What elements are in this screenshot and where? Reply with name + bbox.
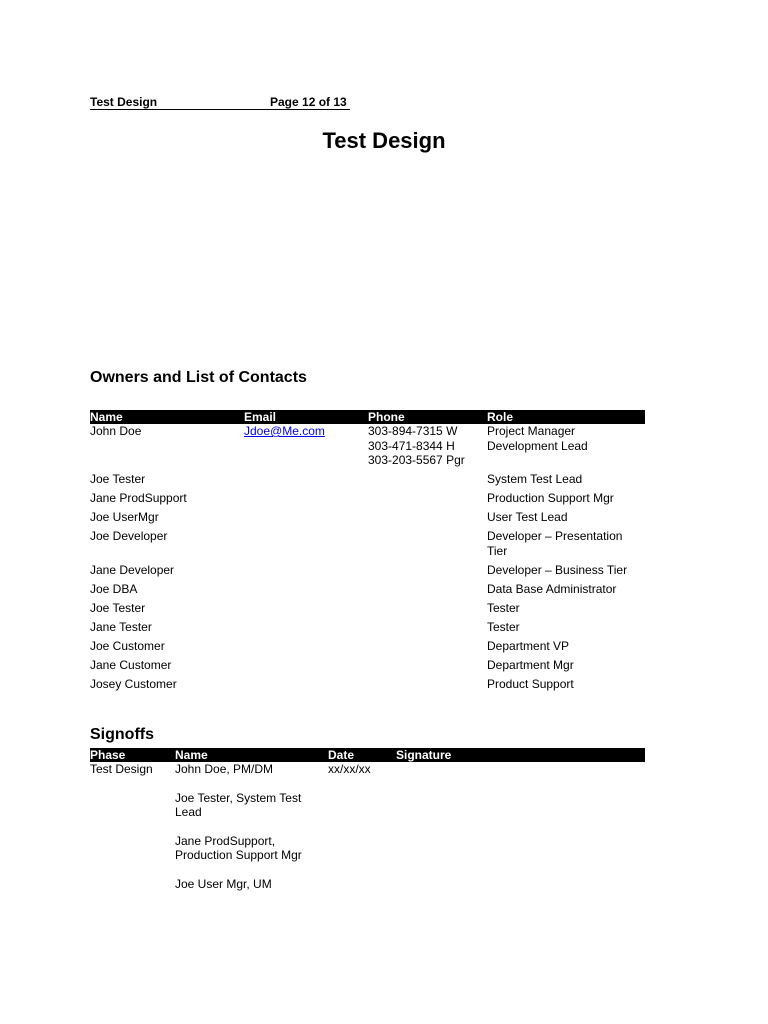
contact-row <box>90 424 645 472</box>
page-title: Test Design <box>322 128 446 153</box>
contact-phone <box>368 639 487 658</box>
contact-phone <box>368 677 487 696</box>
contact-email-cell <box>244 529 368 563</box>
contact-phone <box>368 529 487 563</box>
contact-row <box>90 639 645 658</box>
contact-phone <box>368 491 487 510</box>
signoff-phase <box>90 877 175 892</box>
contact-role <box>487 529 645 563</box>
contact-email-cell <box>244 563 368 582</box>
contact-name: Jane Tester <box>90 619 152 634</box>
contacts-table <box>90 410 645 696</box>
signoffs-body <box>90 762 645 891</box>
contact-role-line: Production Support Mgr <box>487 491 614 505</box>
contact-email-cell <box>244 658 368 677</box>
contact-phone <box>368 424 487 472</box>
contact-role-line: Developer – Presentation Tier <box>487 529 623 558</box>
column-header-name: Name <box>90 410 244 424</box>
contact-phone <box>368 620 487 639</box>
header-underline <box>90 109 350 110</box>
signoff-phase <box>90 791 175 834</box>
contact-name: Joe Developer <box>90 529 168 543</box>
contact-role-line: Department VP <box>487 638 570 653</box>
contact-role-line: Data Base Administrator <box>487 581 617 596</box>
signoffs-heading: Signoffs <box>90 726 154 743</box>
column-header-role: Role <box>487 410 645 424</box>
contact-phone-line: 303-894-7315 W <box>368 424 458 438</box>
signoff-signature <box>396 762 645 791</box>
signoffs-table <box>90 748 645 891</box>
contact-role-line: Development Lead <box>487 438 588 453</box>
contact-phone-line: 303-203-5567 Pgr <box>368 453 465 467</box>
contact-role-line: Developer – Business Tier <box>487 562 628 577</box>
contact-role <box>487 601 645 620</box>
signoff-date <box>328 877 396 892</box>
contact-email-cell <box>244 491 368 510</box>
contact-name: Josey Customer <box>90 676 177 691</box>
contact-role-line: User Test Lead <box>487 510 568 524</box>
contact-email-cell <box>244 582 368 601</box>
contact-role-line: Product Support <box>487 676 574 691</box>
signoff-name: John Doe, PM/DM <box>175 762 274 776</box>
contact-role-line: System Test Lead <box>487 472 583 486</box>
signoff-signature <box>396 834 645 877</box>
contact-email-cell <box>244 472 368 491</box>
header-doc-title: Test Design <box>90 95 158 109</box>
signoff-phase <box>90 834 175 877</box>
contact-role <box>487 563 645 582</box>
contact-role <box>487 491 645 510</box>
contact-email-cell <box>244 620 368 639</box>
column-header-phone: Phone <box>368 410 487 424</box>
contact-name: Joe Tester <box>90 472 146 486</box>
contact-row <box>90 582 645 601</box>
contact-name: Joe Tester <box>90 600 146 615</box>
contact-row <box>90 658 645 677</box>
header-page-number: Page 12 of 13 <box>270 95 347 109</box>
signoff-row <box>90 834 645 877</box>
contact-name: Joe Customer <box>90 638 165 653</box>
contact-role <box>487 658 645 677</box>
contact-row <box>90 620 645 639</box>
signoff-row <box>90 877 645 892</box>
contact-email-cell <box>244 424 368 472</box>
contact-row <box>90 601 645 620</box>
signoff-name: Joe Tester, System Test Lead <box>175 790 302 819</box>
contact-row <box>90 563 645 582</box>
contact-email-cell <box>244 510 368 529</box>
contact-role <box>487 472 645 491</box>
contact-role-line: Department Mgr <box>487 657 574 672</box>
signoff-name: Joe User Mgr, UM <box>175 876 272 891</box>
column-header-phase: Phase <box>90 748 175 762</box>
column-header-signature: Signature <box>396 748 645 762</box>
contacts-body <box>90 424 645 696</box>
contact-name: Joe DBA <box>90 581 138 596</box>
contact-name: Joe UserMgr <box>90 510 159 524</box>
contacts-heading: Owners and List of Contacts <box>90 369 307 386</box>
contact-email-cell <box>244 677 368 696</box>
contact-row <box>90 491 645 510</box>
signoff-name: Jane ProdSupport, Production Support Mgr <box>175 833 302 862</box>
contact-role <box>487 424 645 472</box>
running-header <box>90 96 350 110</box>
contact-name: Jane Developer <box>90 562 175 577</box>
contact-role-line: Tester <box>487 619 520 634</box>
contact-role <box>487 639 645 658</box>
contact-row <box>90 510 645 529</box>
signoff-row <box>90 791 645 834</box>
contact-phone <box>368 582 487 601</box>
signoff-date: xx/xx/xx <box>328 762 371 776</box>
column-header-signer-name: Name <box>175 748 328 762</box>
contact-role-line: Project Manager <box>487 424 576 438</box>
contact-row <box>90 529 645 563</box>
contact-phone <box>368 510 487 529</box>
contact-row <box>90 472 645 491</box>
column-header-email: Email <box>244 410 368 424</box>
signoff-date <box>328 834 396 877</box>
contact-role <box>487 620 645 639</box>
contact-phone <box>368 601 487 620</box>
contact-row <box>90 677 645 696</box>
contacts-header-row <box>90 410 645 424</box>
signoff-signature <box>396 791 645 834</box>
contact-phone <box>368 563 487 582</box>
email-link[interactable]: Jdoe@Me.com <box>244 424 325 438</box>
contact-role <box>487 510 645 529</box>
signoff-signature <box>396 877 645 892</box>
signoff-date <box>328 791 396 834</box>
contact-email-cell <box>244 639 368 658</box>
signoffs-header-row <box>90 748 645 762</box>
contact-role-line: Tester <box>487 600 520 615</box>
contact-phone-line: 303-471-8344 H <box>368 438 455 453</box>
contact-phone <box>368 472 487 491</box>
contact-name: Jane ProdSupport <box>90 491 187 505</box>
contact-name: John Doe <box>90 424 142 438</box>
contact-phone <box>368 658 487 677</box>
contact-name: Jane Customer <box>90 657 172 672</box>
contact-role <box>487 677 645 696</box>
contact-email-cell <box>244 601 368 620</box>
signoff-row <box>90 762 645 791</box>
column-header-date: Date <box>328 748 396 762</box>
contact-role <box>487 582 645 601</box>
signoff-phase: Test Design <box>90 762 153 776</box>
